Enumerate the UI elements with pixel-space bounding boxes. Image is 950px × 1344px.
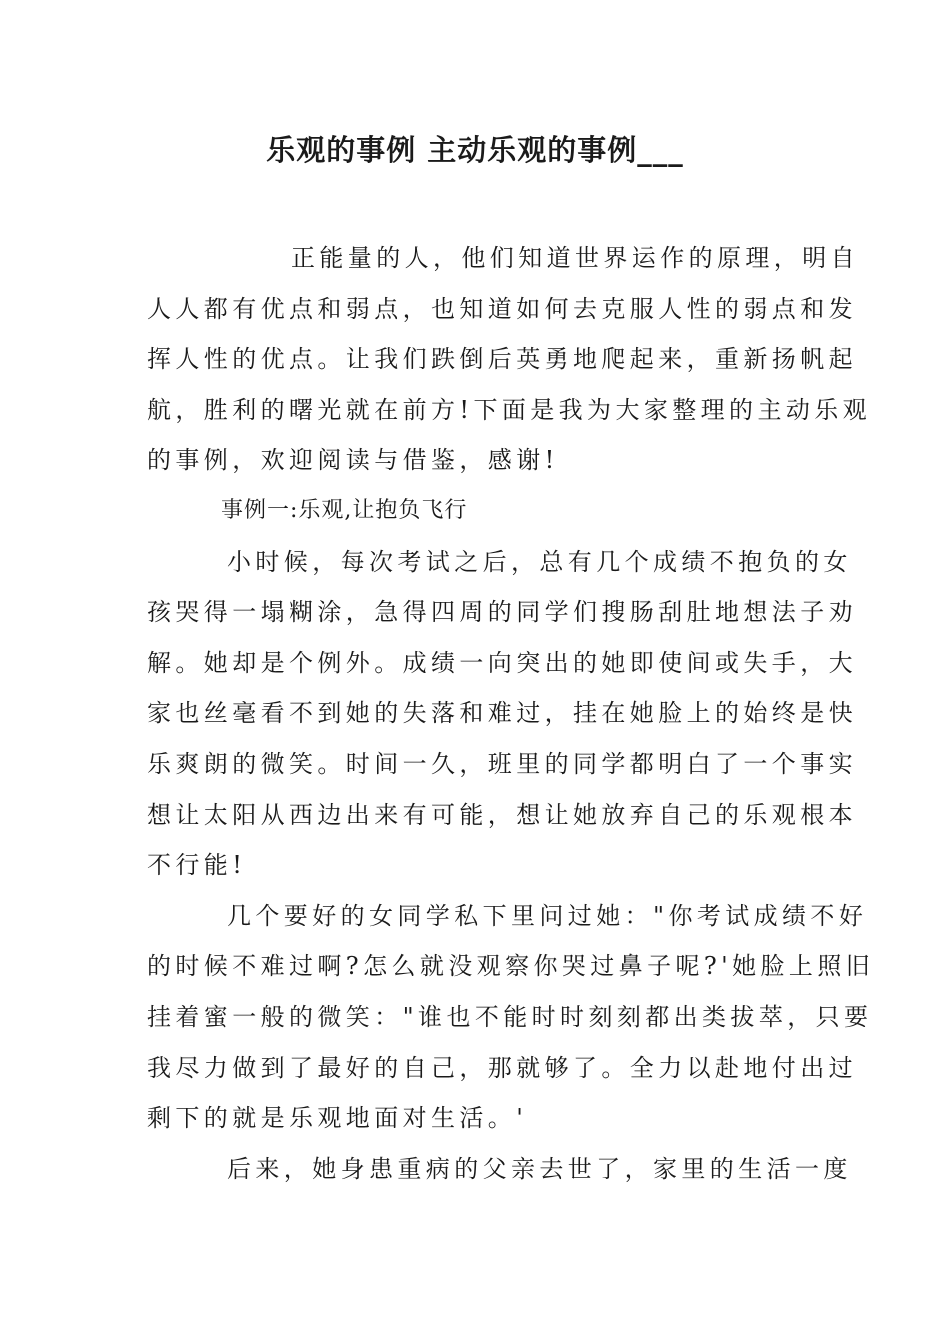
- paragraph-line: 航，胜利的曙光就在前方!下面是我为大家整理的主动乐观: [147, 395, 872, 424]
- paragraph-line: 剩下的就是乐观地面对生活。': [147, 1104, 528, 1133]
- paragraph-line: 孩哭得一塌糊涂，急得四周的同学们搜肠刮肚地想法子劝: [147, 598, 857, 627]
- paragraph-line: 不行能!: [147, 851, 247, 880]
- paragraph-line: 正能量的人，他们知道世界运作的原理，明自: [291, 244, 859, 272]
- section-heading: 事例一:乐观,让抱负飞行: [221, 497, 468, 523]
- paragraph-line: 人人都有优点和弱点，也知道如何去克服人性的弱点和发: [147, 294, 857, 323]
- document-body: [147, 236, 875, 1197]
- paragraph-line: 挂着蜜一般的微笑："谁也不能时时刻刻都出类拔萃，只要: [147, 1002, 873, 1031]
- paragraph-line: 后来，她身患重病的父亲去世了，家里的生活一度: [227, 1154, 852, 1183]
- paragraph-line: 解。她却是个例外。成绩一向突出的她即使间或失手，大: [147, 648, 857, 677]
- paragraph-line: 挥人性的优点。让我们跌倒后英勇地爬起来，重新扬帆起: [147, 345, 857, 374]
- document-title: 乐观的事例 主动乐观的事例___: [266, 133, 684, 167]
- paragraph-line: 我尽力做到了最好的自己，那就够了。全力以赴地付出过: [147, 1053, 857, 1082]
- paragraph-line: 几个要好的女同学私下里问过她："你考试成绩不好: [227, 901, 868, 930]
- paragraph-line: 小时候，每次考试之后，总有几个成绩不抱负的女: [227, 547, 852, 576]
- paragraph-line: 的事例，欢迎阅读与借鉴，感谢!: [147, 446, 559, 475]
- paragraph-line: 想让太阳从西边出来有可能，想让她放弃自己的乐观根本: [147, 800, 857, 829]
- paragraph-line: 家也丝毫看不到她的失落和难过，挂在她脸上的始终是快: [147, 699, 857, 728]
- paragraph-line: 乐爽朗的微笑。时间一久，班里的同学都明白了一个事实: [147, 749, 857, 778]
- paragraph-line: 的时候不难过啊?怎么就没观察你哭过鼻子呢?'她脸上照旧: [147, 952, 875, 981]
